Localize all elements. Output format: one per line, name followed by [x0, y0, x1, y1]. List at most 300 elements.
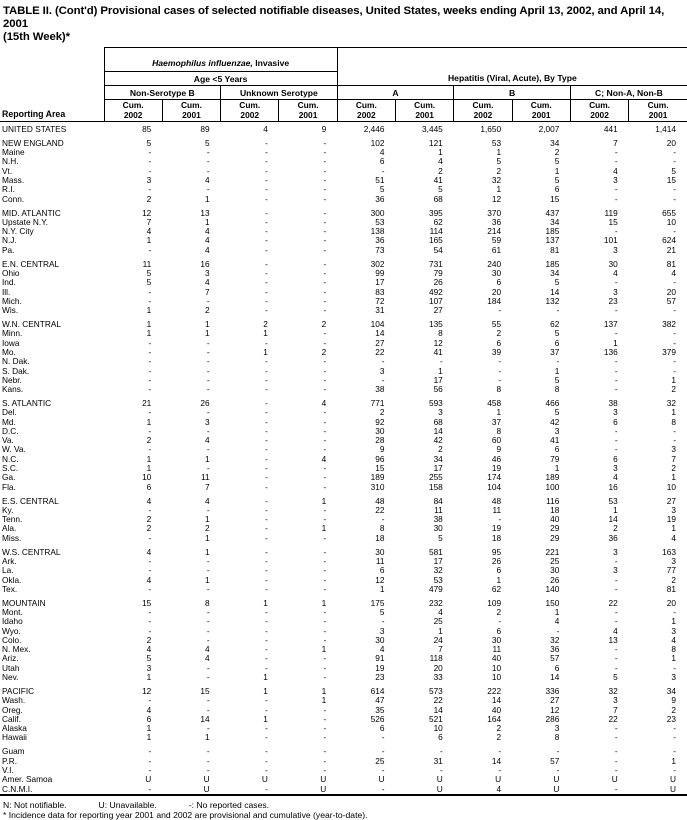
- table-row: [0, 227, 687, 236]
- data-cell: -: [148, 165, 152, 176]
- data-cell: 109: [487, 597, 502, 608]
- data-cell: 379: [662, 346, 676, 357]
- data-cell: 6: [554, 184, 560, 195]
- data-cell: -: [265, 258, 268, 269]
- data-cell: 5: [554, 175, 560, 186]
- data-cell: -: [148, 764, 152, 775]
- haemophilus-rest-text: Invasive: [252, 58, 290, 68]
- data-cell: 31: [433, 755, 443, 766]
- data-cell: -: [323, 514, 327, 525]
- table-row: [0, 236, 687, 245]
- data-cell: 214: [487, 226, 502, 237]
- data-cell: -: [381, 732, 385, 743]
- data-cell: 26: [433, 277, 443, 288]
- table-title-line2: (15th Week)*: [3, 31, 70, 43]
- data-cell: -: [673, 732, 676, 743]
- data-cell: 30: [608, 258, 618, 269]
- data-cell: 11: [434, 504, 443, 515]
- table-row: [0, 483, 687, 492]
- data-cell: 526: [370, 713, 385, 724]
- table-row: [0, 766, 687, 775]
- data-cell: 1: [438, 147, 443, 158]
- data-cell: 3: [379, 365, 385, 376]
- table-row: [0, 724, 687, 733]
- data-cell: 4: [204, 226, 210, 237]
- table-row: [0, 497, 687, 506]
- data-cell: -: [323, 328, 327, 339]
- data-cell: -: [265, 472, 268, 483]
- data-cell: -: [265, 147, 268, 158]
- data-cell: 8: [671, 416, 676, 427]
- data-cell: 79: [433, 267, 443, 278]
- data-cell: -: [265, 425, 268, 436]
- row-label: Ariz.: [2, 653, 19, 664]
- table-row: [0, 464, 687, 473]
- table-row: [0, 706, 687, 715]
- data-cell: 104: [487, 481, 502, 492]
- data-cell: -: [673, 193, 676, 204]
- data-cell: 1: [321, 685, 327, 696]
- data-cell: -: [206, 365, 210, 376]
- table-title: [0, 0, 687, 47]
- data-cell: -: [206, 662, 210, 673]
- data-cell: 5: [554, 328, 560, 339]
- data-cell: 300: [370, 207, 385, 218]
- data-cell: -: [265, 165, 268, 176]
- data-cell: 29: [550, 523, 560, 534]
- data-cell: 624: [662, 235, 676, 246]
- row-label: Ohio: [2, 267, 20, 278]
- table-row: [0, 473, 687, 482]
- data-cell: 77: [666, 565, 676, 576]
- subgroup-header: B: [454, 86, 571, 100]
- data-cell: 3: [671, 504, 676, 515]
- data-cell: 15: [200, 685, 210, 696]
- data-cell: -: [381, 783, 385, 794]
- data-cell: 14: [550, 672, 560, 683]
- table-row: [0, 617, 687, 626]
- table-row: [0, 399, 687, 408]
- data-cell: 18: [375, 532, 385, 543]
- data-cell: -: [148, 504, 152, 515]
- data-cell: 4: [204, 277, 210, 288]
- table-row: [0, 608, 687, 617]
- data-cell: -: [323, 463, 327, 474]
- data-cell: 1: [146, 235, 152, 246]
- data-cell: -: [265, 305, 268, 316]
- row-label: V.I.: [2, 764, 14, 775]
- table-row: [0, 566, 687, 575]
- data-cell: 10: [666, 216, 676, 227]
- data-cell: 1: [321, 597, 327, 608]
- data-cell: -: [323, 374, 327, 385]
- data-cell: 62: [433, 216, 443, 227]
- data-cell: 7: [613, 137, 618, 148]
- data-cell: -: [673, 277, 676, 288]
- data-cell: -: [556, 746, 560, 757]
- data-cell: -: [323, 555, 327, 566]
- haemophilus-italic-text: Haemophilus influenzae,: [152, 58, 253, 68]
- table-row: [0, 122, 687, 135]
- data-cell: 15: [666, 175, 676, 186]
- data-cell: -: [323, 713, 327, 724]
- data-cell: 27: [666, 495, 676, 506]
- data-cell: 1,414: [655, 124, 676, 134]
- data-cell: 4: [204, 244, 210, 255]
- data-cell: 2: [496, 165, 502, 176]
- row-label: Miss.: [2, 532, 22, 543]
- data-cell: 17: [433, 555, 443, 566]
- data-cell: 4: [554, 616, 560, 627]
- data-cell: -: [673, 328, 676, 339]
- data-cell: 2,446: [363, 124, 385, 134]
- data-cell: U: [203, 783, 210, 794]
- table-row: [0, 696, 687, 705]
- data-cell: 34: [550, 267, 560, 278]
- data-cell: 240: [487, 258, 502, 269]
- data-cell: -: [498, 305, 502, 316]
- data-cell: 132: [545, 295, 560, 306]
- data-cell: -: [614, 365, 618, 376]
- data-cell: -: [323, 175, 327, 186]
- row-label: Maine: [2, 147, 25, 158]
- data-cell: 30: [491, 634, 502, 645]
- data-cell: 441: [603, 124, 618, 134]
- row-label: Conn.: [2, 193, 25, 204]
- data-cell: 336: [545, 685, 560, 696]
- data-cell: -: [265, 286, 268, 297]
- data-cell: 8: [496, 425, 502, 436]
- data-cell: 46: [491, 453, 502, 464]
- data-cell: 5: [554, 277, 560, 288]
- data-cell: -: [614, 555, 618, 566]
- table-row: [0, 260, 687, 269]
- data-cell: -: [265, 397, 268, 408]
- row-label: Nebr.: [2, 374, 22, 385]
- data-cell: -: [206, 634, 210, 645]
- data-cell: 8: [204, 597, 210, 608]
- data-cell: -: [323, 755, 327, 766]
- data-cell: -: [323, 244, 327, 255]
- data-cell: 4: [438, 607, 443, 617]
- table-row: [0, 645, 687, 654]
- row-label: MID. ATLANTIC: [2, 207, 61, 218]
- data-cell: -: [265, 481, 268, 492]
- data-cell: 30: [375, 425, 385, 436]
- data-cell: -: [265, 607, 268, 617]
- data-cell: 136: [603, 346, 618, 357]
- data-cell: 10: [666, 481, 676, 492]
- data-cell: 5: [379, 184, 385, 195]
- row-label: Okla.: [2, 574, 22, 585]
- table-title-line1: TABLE II. (Cont'd) Provisional cases of selected notifiable diseases, United States, weeks ending April 13, 2002, and April 14, 2001: [3, 5, 665, 30]
- data-cell: -: [148, 616, 152, 627]
- data-cell: 26: [491, 555, 502, 566]
- data-cell: -: [614, 755, 618, 766]
- data-cell: -: [265, 356, 268, 367]
- data-cell: 8: [554, 732, 560, 743]
- data-cell: -: [265, 216, 268, 227]
- table-row: [0, 418, 687, 427]
- data-cell: -: [323, 764, 327, 775]
- data-cell: 21: [666, 244, 676, 255]
- data-cell: -: [265, 453, 268, 464]
- data-cell: -: [148, 365, 152, 376]
- data-cell: 255: [428, 472, 443, 483]
- data-cell: 1: [671, 374, 676, 385]
- data-cell: 1: [263, 685, 268, 696]
- data-cell: 1: [146, 723, 152, 734]
- row-label: Ill.: [2, 286, 11, 297]
- row-label: Mont.: [2, 607, 23, 617]
- data-cell: -: [206, 504, 210, 515]
- data-cell: -: [673, 184, 676, 195]
- data-cell: 1: [496, 407, 502, 418]
- data-cell: -: [614, 783, 618, 794]
- data-cell: -: [614, 277, 618, 288]
- data-cell: 22: [433, 695, 443, 706]
- data-cell: -: [265, 574, 268, 585]
- data-cell: 12: [375, 574, 385, 585]
- data-cell: 35: [375, 704, 385, 715]
- data-cell: -: [673, 662, 676, 673]
- data-cell: -: [498, 356, 502, 367]
- row-label: UNITED STATES: [2, 124, 67, 134]
- data-cell: -: [206, 407, 210, 418]
- data-cell: 3: [554, 425, 560, 436]
- row-label: N.Y. City: [2, 226, 34, 237]
- row-label: Calif.: [2, 713, 21, 724]
- data-cell: 5: [438, 532, 443, 543]
- data-cell: 81: [666, 583, 676, 594]
- data-cell: 2: [671, 384, 676, 395]
- data-cell: 4: [146, 226, 152, 237]
- data-cell: 5: [671, 165, 676, 176]
- table-row: [0, 139, 687, 148]
- data-cell: 34: [433, 453, 443, 464]
- data-cell: -: [265, 295, 268, 306]
- data-cell: 6: [438, 732, 443, 743]
- data-cell: 16: [200, 258, 210, 269]
- data-cell: -: [614, 723, 618, 734]
- data-cell: -: [673, 337, 676, 348]
- data-cell: 38: [433, 514, 443, 525]
- data-cell: 1: [554, 463, 560, 474]
- data-cell: 27: [375, 337, 385, 348]
- data-cell: -: [673, 147, 676, 158]
- data-cell: -: [614, 184, 618, 195]
- data-cell: 1: [263, 713, 268, 724]
- data-cell: -: [323, 277, 327, 288]
- data-cell: -: [148, 783, 152, 794]
- data-cell: 4: [204, 644, 210, 655]
- data-cell: 3: [554, 723, 560, 734]
- data-cell: 57: [550, 755, 560, 766]
- data-cell: 81: [666, 258, 676, 269]
- data-cell: -: [265, 407, 268, 418]
- data-cell: 15: [375, 463, 385, 474]
- data-cell: 15: [550, 193, 560, 204]
- data-cell: 107: [428, 295, 443, 306]
- data-cell: -: [323, 546, 327, 557]
- data-cell: -: [614, 616, 618, 627]
- row-label: Alaska: [2, 723, 27, 734]
- cumulative-column-header: Cum. 2002: [454, 100, 512, 122]
- data-cell: 9: [496, 444, 502, 455]
- data-cell: -: [323, 407, 327, 418]
- data-cell: 53: [375, 216, 385, 227]
- data-cell: -: [148, 384, 152, 395]
- data-cell: 28: [375, 435, 385, 446]
- data-cell: 4: [146, 644, 152, 655]
- data-cell: -: [614, 305, 618, 316]
- data-cell: -: [265, 175, 268, 186]
- data-cell: 5: [204, 137, 210, 148]
- data-cell: 8: [379, 523, 385, 534]
- table-row: [0, 367, 687, 376]
- table-row: [0, 218, 687, 227]
- data-cell: -: [148, 356, 152, 367]
- data-cell: 3: [613, 565, 618, 576]
- data-cell: 4: [613, 472, 618, 483]
- data-cell: 29: [550, 532, 560, 543]
- row-label: N.J.: [2, 235, 17, 246]
- row-label: MOUNTAIN: [2, 597, 46, 608]
- data-cell: 1: [438, 365, 443, 376]
- data-cell: -: [265, 662, 268, 673]
- data-cell: U: [320, 783, 327, 794]
- data-cell: 2: [554, 147, 560, 158]
- row-label: Idaho: [2, 616, 23, 627]
- data-cell: 5: [146, 137, 152, 148]
- data-cell: -: [323, 704, 327, 715]
- data-cell: 101: [603, 235, 618, 246]
- row-label: S. ATLANTIC: [2, 397, 52, 408]
- footnote-no-cases: -: No reported cases.: [188, 799, 270, 810]
- data-cell: 68: [433, 193, 443, 204]
- data-cell: -: [148, 625, 152, 636]
- data-cell: -: [265, 463, 268, 474]
- data-cell: 99: [375, 267, 385, 278]
- data-cell: 14: [433, 425, 443, 436]
- data-cell: -: [323, 416, 327, 427]
- data-cell: 1,650: [480, 124, 502, 134]
- cumulative-column-header: Cum. 2001: [279, 100, 337, 122]
- data-cell: 36: [608, 532, 618, 543]
- row-label: Upstate N.Y.: [2, 216, 48, 227]
- data-cell: 30: [433, 523, 443, 534]
- data-cell: 12: [550, 704, 560, 715]
- data-cell: 1: [321, 523, 327, 534]
- data-cell: -: [206, 295, 210, 306]
- data-cell: -: [265, 156, 268, 167]
- data-cell: 3: [671, 672, 676, 683]
- data-cell: 138: [370, 226, 385, 237]
- data-cell: 7: [204, 286, 210, 297]
- data-cell: U: [670, 783, 676, 794]
- row-label: Mich.: [2, 295, 22, 306]
- footnote-legend-line: [3, 800, 685, 810]
- data-cell: 20: [666, 597, 676, 608]
- table-row: [0, 534, 687, 543]
- data-cell: 84: [433, 495, 443, 506]
- subgroup-header: Non-Serotype B: [104, 86, 221, 100]
- data-cell: 185: [545, 258, 560, 269]
- data-cell: 4: [613, 625, 618, 636]
- data-cell: 1: [204, 546, 210, 557]
- data-cell: 4: [671, 634, 676, 645]
- data-cell: -: [265, 634, 268, 645]
- data-cell: 10: [491, 662, 502, 673]
- data-cell: 1: [204, 328, 210, 339]
- data-cell: 5: [379, 607, 385, 617]
- data-cell: 4: [204, 495, 210, 506]
- data-cell: 165: [428, 235, 443, 246]
- data-cell: 1: [554, 365, 560, 376]
- data-cell: 38: [608, 397, 618, 408]
- data-cell: 14: [375, 328, 385, 339]
- table-row: [0, 348, 687, 357]
- data-cell: 5: [496, 156, 502, 167]
- data-cell: -: [265, 244, 268, 255]
- data-cell: -: [323, 746, 327, 757]
- data-cell: 14: [491, 695, 502, 706]
- row-label: Mass.: [2, 175, 25, 186]
- cumulative-column-header: Cum. 2001: [629, 100, 687, 122]
- data-cell: -: [206, 346, 210, 357]
- data-cell: -: [323, 184, 327, 195]
- data-cell: -: [323, 662, 327, 673]
- data-cell: 7: [613, 704, 618, 715]
- data-cell: -: [206, 184, 210, 195]
- data-cell: -: [206, 625, 210, 636]
- data-cell: 68: [433, 416, 443, 427]
- data-cell: 104: [370, 319, 385, 330]
- data-cell: 12: [142, 685, 152, 696]
- data-cell: 1: [496, 184, 502, 195]
- data-cell: -: [265, 746, 268, 757]
- data-cell: -: [206, 755, 210, 766]
- data-cell: 2: [496, 328, 502, 339]
- data-cell: 53: [491, 137, 502, 148]
- data-cell: 55: [491, 319, 502, 330]
- data-cell: -: [556, 764, 560, 775]
- data-cell: 13: [608, 634, 618, 645]
- row-label: Wash.: [2, 695, 26, 706]
- data-cell: -: [440, 746, 443, 757]
- footnote-not-notifiable: N: Not notifiable.: [3, 799, 67, 810]
- data-cell: 57: [550, 653, 560, 664]
- data-cell: 3: [613, 407, 618, 418]
- row-label: La.: [2, 565, 14, 576]
- data-cell: -: [614, 746, 618, 757]
- data-cell: 5: [438, 184, 443, 195]
- data-cell: -: [206, 555, 210, 566]
- data-cell: -: [323, 616, 327, 627]
- data-cell: -: [148, 583, 152, 594]
- data-cell: -: [323, 625, 327, 636]
- data-cell: 7: [438, 644, 443, 655]
- data-cell: 4: [204, 653, 210, 664]
- data-cell: 15: [608, 216, 618, 227]
- data-cell: 17: [433, 463, 443, 474]
- data-cell: 2: [438, 444, 443, 455]
- data-cell: 2: [496, 723, 502, 734]
- data-cell: 8: [438, 328, 443, 339]
- data-cell: 150: [545, 597, 560, 608]
- row-label: Guam: [2, 746, 25, 757]
- cumulative-header-row: [0, 100, 687, 122]
